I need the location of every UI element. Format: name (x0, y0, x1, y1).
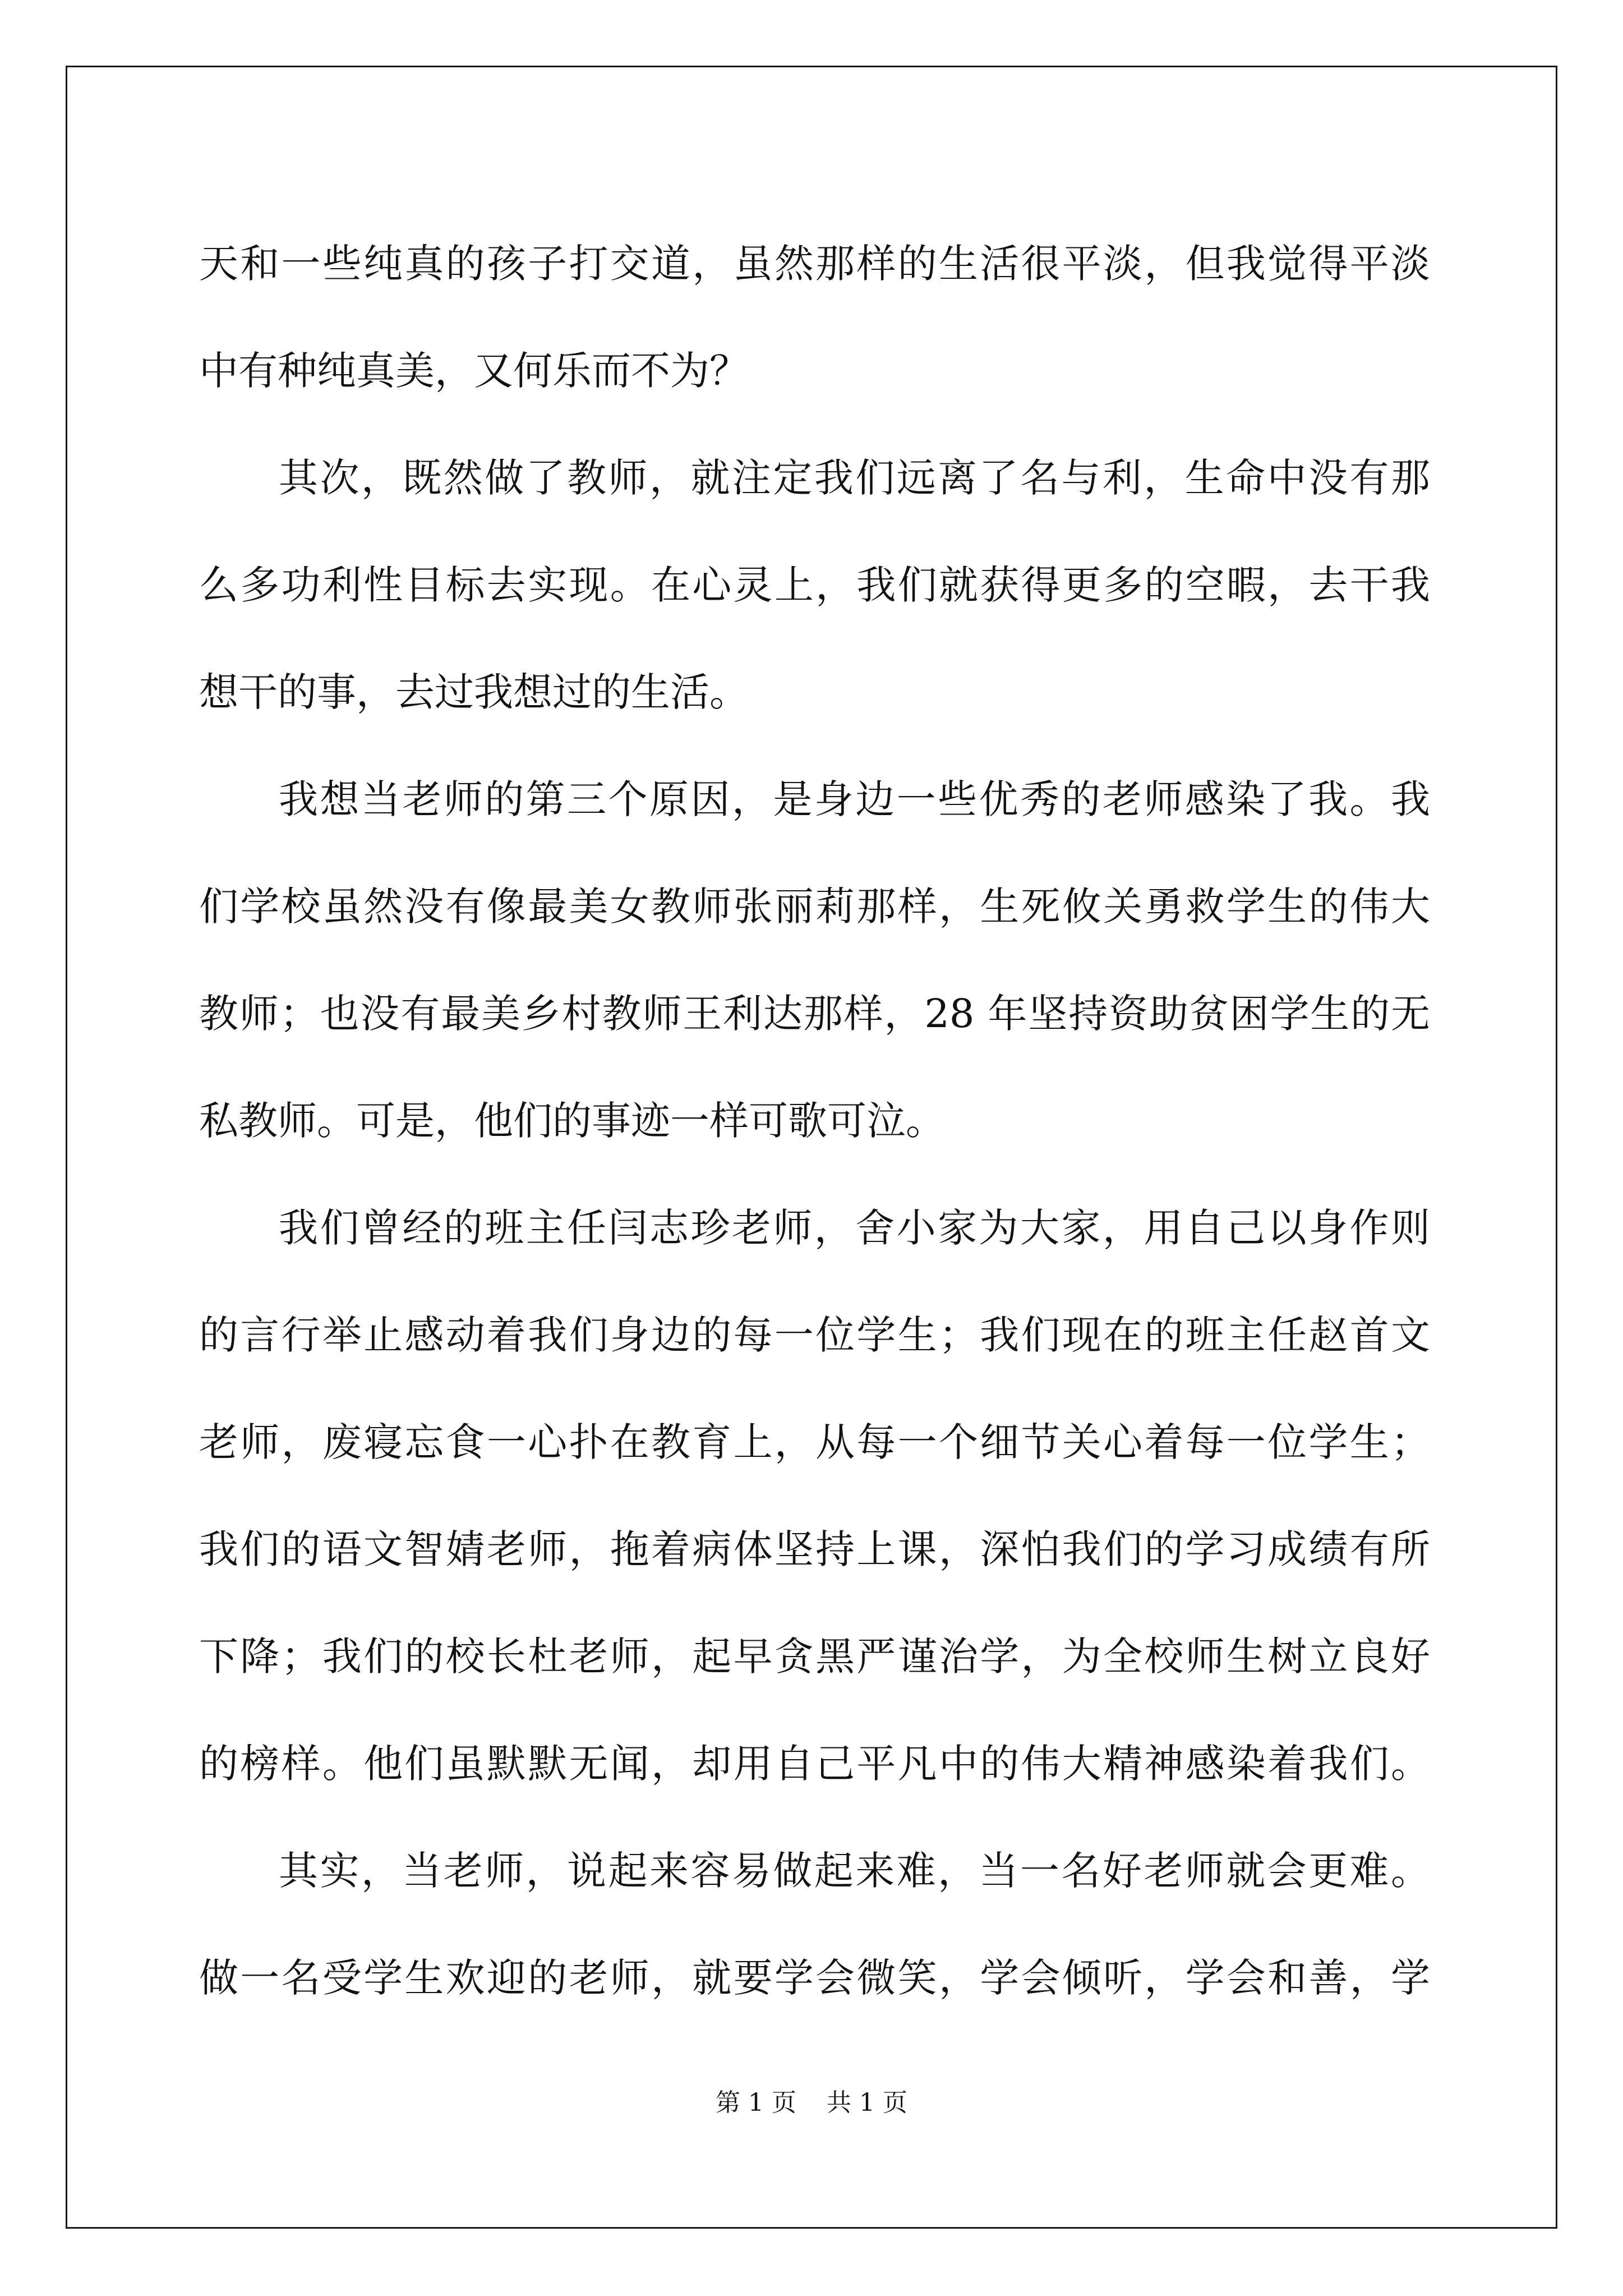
text-line: 们学校虽然没有像最美女教师张丽莉那样，生死攸关勇救学生的伟大 (199, 884, 1430, 930)
text-line: 中有种纯真美，又何乐而不为？ (199, 348, 749, 394)
text-line: 想干的事，去过我想过的生活。 (199, 669, 749, 715)
text-line: 的榜样。他们虽默默无闻，却用自己平凡中的伟大精神感染着我们。 (199, 1741, 1430, 1787)
text-line: 的言行举止感动着我们身边的每一位学生；我们现在的班主任赵首文 (199, 1312, 1430, 1358)
text-line: 天和一些纯真的孩子打交道，虽然那样的生活很平淡，但我觉得平淡 (199, 241, 1430, 287)
document-body (199, 210, 1430, 2032)
text-line: 下降；我们的校长杜老师，起早贪黑严谨治学，为全校师生树立良好 (199, 1634, 1430, 1680)
text-line: 做一名受学生欢迎的老师，就要学会微笑，学会倾听，学会和善，学 (199, 1955, 1430, 2001)
text-line: 我们曾经的班主任闫志珍老师，舍小家为大家，用自己以身作则 (279, 1205, 1430, 1251)
text-line: 老师，废寝忘食一心扑在教育上，从每一个细节关心着每一位学生； (199, 1419, 1430, 1465)
text-line: 我想当老师的第三个原因，是身边一些优秀的老师感染了我。我 (279, 776, 1430, 822)
text-line: 其次，既然做了教师，就注定我们远离了名与利，生命中没有那 (279, 455, 1430, 501)
text-line: 其实，当老师，说起来容易做起来难，当一名好老师就会更难。 (279, 1848, 1430, 1894)
text-line: 教师；也没有最美乡村教师王利达那样，28 年坚持资助贫困学生的无 (199, 991, 1430, 1037)
page-number: 第 1 页 (716, 2088, 796, 2117)
text-line: 私教师。可是，他们的事迹一样可歌可泣。 (199, 1098, 945, 1144)
page-footer (0, 2082, 1623, 2118)
text-line: 么多功利性目标去实现。在心灵上，我们就获得更多的空暇，去干我 (199, 562, 1430, 608)
total-pages: 共 1 页 (827, 2088, 907, 2117)
text-line: 我们的语文智婧老师，拖着病体坚持上课，深怕我们的学习成绩有所 (199, 1526, 1430, 1572)
